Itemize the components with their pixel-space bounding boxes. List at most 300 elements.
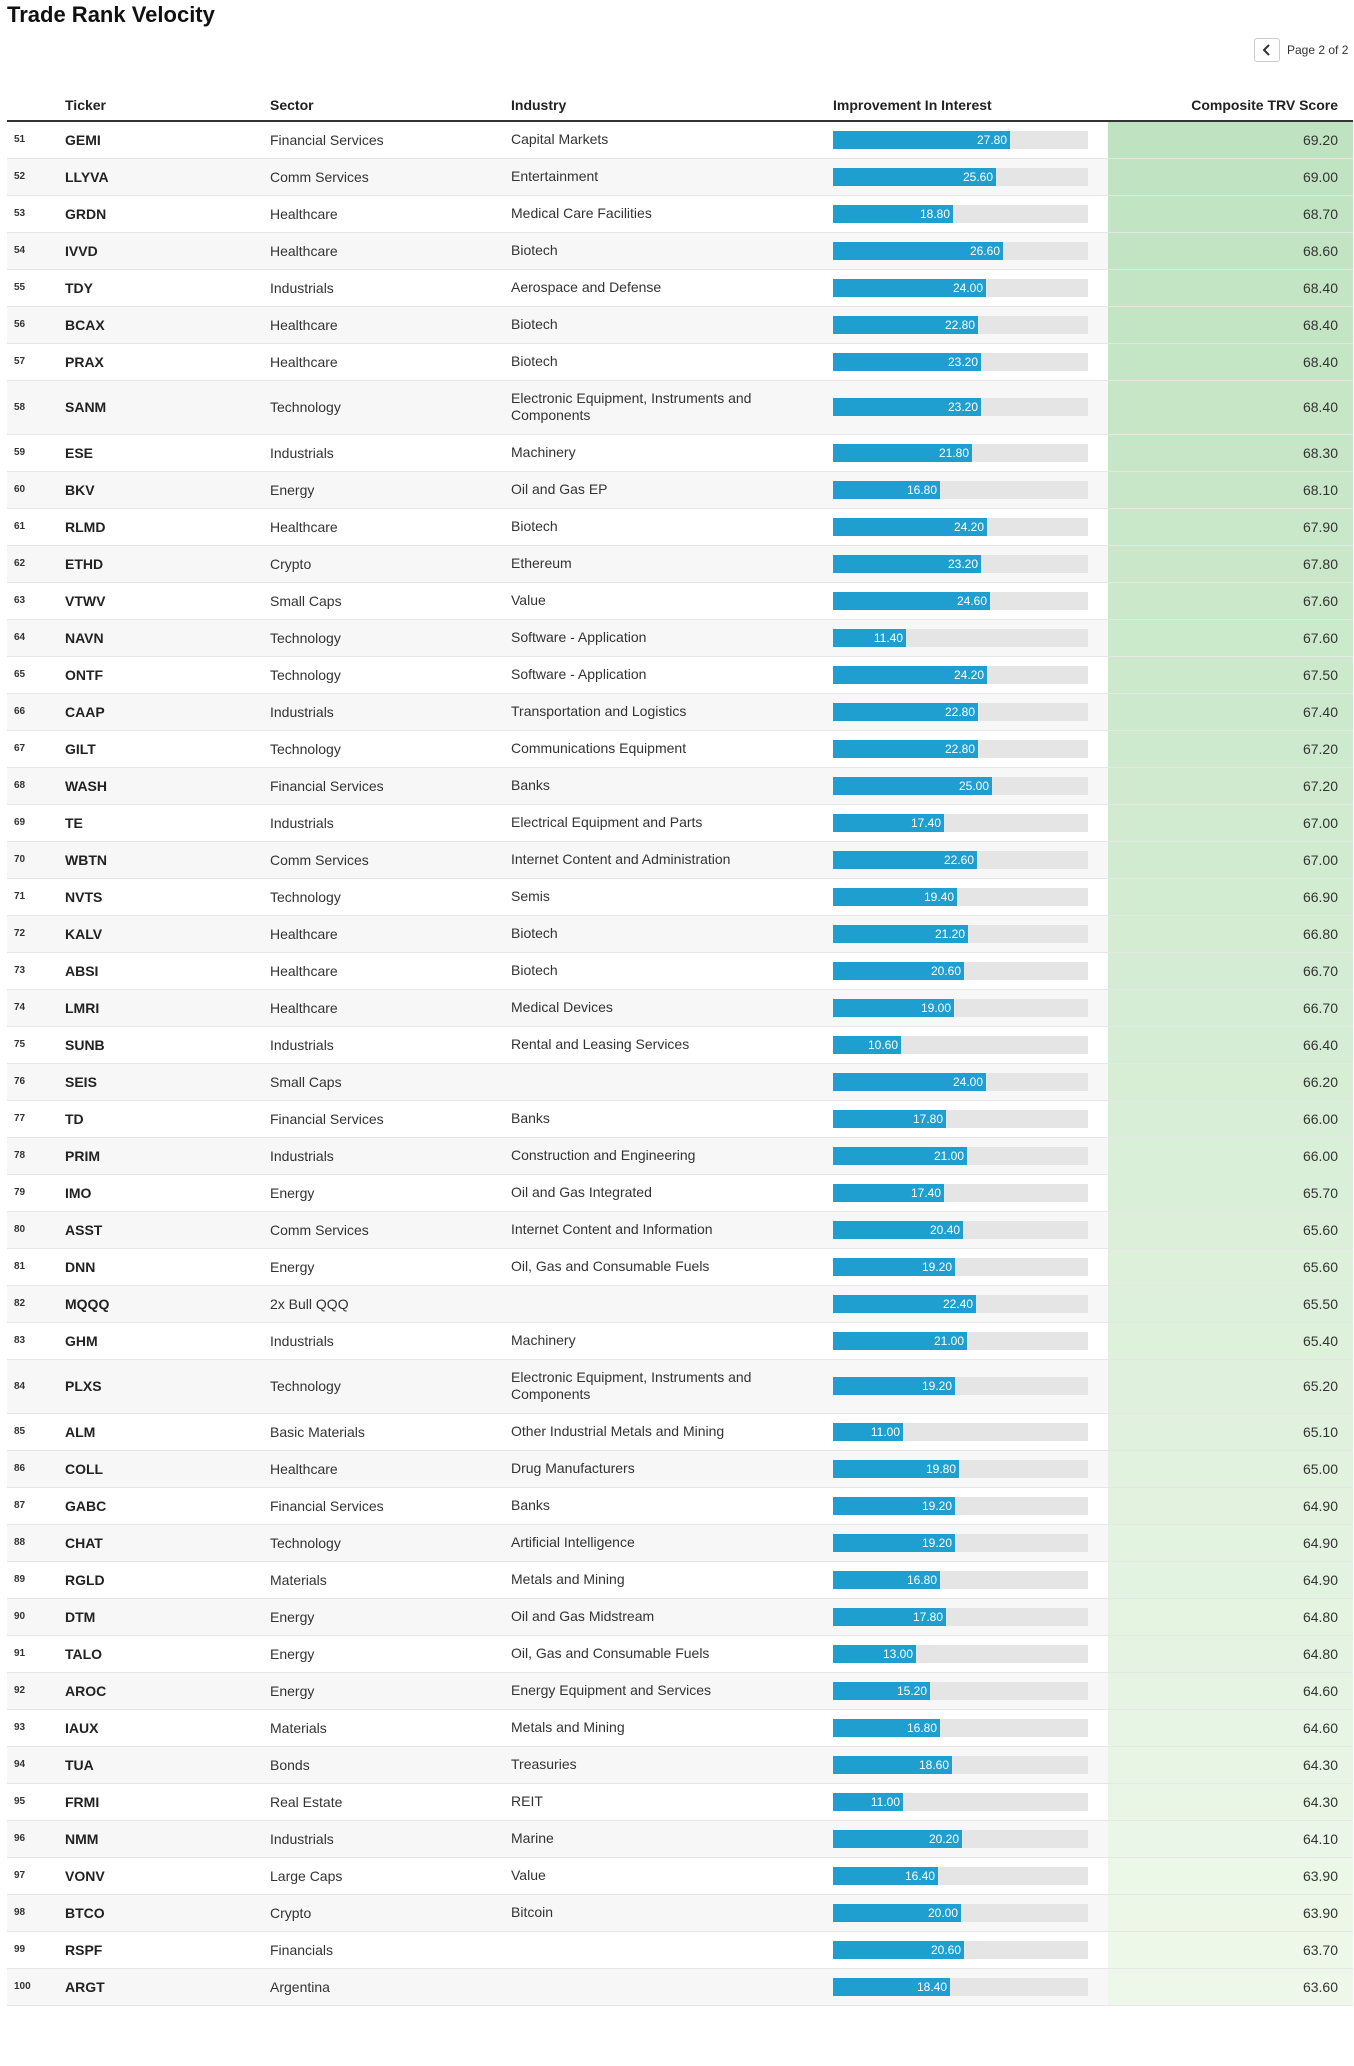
- score-cell: 65.50: [1108, 1285, 1353, 1322]
- table-row[interactable]: [7, 1322, 1353, 1359]
- sector-cell: Healthcare: [270, 989, 511, 1026]
- improvement-cell: [833, 1857, 1108, 1894]
- sector-cell: Financials: [270, 1931, 511, 1968]
- table-row[interactable]: [7, 1100, 1353, 1137]
- table-row[interactable]: [7, 508, 1353, 545]
- table-row[interactable]: [7, 693, 1353, 730]
- improvement-bar-track: [833, 481, 1088, 499]
- rank-cell: 68: [7, 767, 65, 804]
- improvement-bar: 17.80: [833, 1110, 946, 1128]
- ticker-cell[interactable]: WBTN: [65, 841, 270, 878]
- ticker-cell[interactable]: ETHD: [65, 545, 270, 582]
- industry-cell: Other Industrial Metals and Mining: [511, 1413, 833, 1450]
- industry-cell: Biotech: [511, 232, 833, 269]
- ticker-cell[interactable]: IVVD: [65, 232, 270, 269]
- table-row[interactable]: [7, 730, 1353, 767]
- ticker-cell[interactable]: TD: [65, 1100, 270, 1137]
- ticker-cell[interactable]: NMM: [65, 1820, 270, 1857]
- improvement-bar-track: [833, 1497, 1088, 1515]
- ticker-cell[interactable]: VONV: [65, 1857, 270, 1894]
- score-cell: 66.20: [1108, 1063, 1353, 1100]
- score-cell: 65.60: [1108, 1211, 1353, 1248]
- ticker-cell[interactable]: ESE: [65, 434, 270, 471]
- table-header: [7, 90, 1353, 121]
- table-row[interactable]: [7, 306, 1353, 343]
- ticker-cell[interactable]: LLYVA: [65, 158, 270, 195]
- improvement-bar-track: [833, 999, 1088, 1017]
- industry-cell: Communications Equipment: [511, 730, 833, 767]
- sector-cell: Industrials: [270, 434, 511, 471]
- ticker-cell[interactable]: GEMI: [65, 121, 270, 158]
- ticker-cell[interactable]: VTWV: [65, 582, 270, 619]
- ticker-cell[interactable]: BCAX: [65, 306, 270, 343]
- table-row[interactable]: [7, 1746, 1353, 1783]
- score-cell: 68.30: [1108, 434, 1353, 471]
- improvement-cell: [833, 1322, 1108, 1359]
- rank-cell: 65: [7, 656, 65, 693]
- column-header-ticker[interactable]: Ticker: [65, 90, 270, 121]
- ticker-cell[interactable]: IAUX: [65, 1709, 270, 1746]
- improvement-bar: 19.20: [833, 1377, 955, 1395]
- table-row[interactable]: [7, 952, 1353, 989]
- score-cell: 66.00: [1108, 1100, 1353, 1137]
- improvement-cell: [833, 1450, 1108, 1487]
- improvement-cell: [833, 1413, 1108, 1450]
- ticker-cell[interactable]: COLL: [65, 1450, 270, 1487]
- table-row[interactable]: [7, 158, 1353, 195]
- ticker-cell[interactable]: PRIM: [65, 1137, 270, 1174]
- rank-cell: 51: [7, 121, 65, 158]
- sector-cell: Financial Services: [270, 1100, 511, 1137]
- sector-cell: Financial Services: [270, 121, 511, 158]
- improvement-cell: [833, 1524, 1108, 1561]
- table-row[interactable]: [7, 582, 1353, 619]
- ticker-cell[interactable]: TDY: [65, 269, 270, 306]
- sector-cell: Energy: [270, 1174, 511, 1211]
- table-row[interactable]: [7, 1968, 1353, 2005]
- score-cell: 63.70: [1108, 1931, 1353, 1968]
- industry-cell: Aerospace and Defense: [511, 269, 833, 306]
- industry-cell: [511, 1968, 833, 2005]
- industry-cell: Drug Manufacturers: [511, 1450, 833, 1487]
- ticker-cell[interactable]: NAVN: [65, 619, 270, 656]
- rank-cell: 94: [7, 1746, 65, 1783]
- table-row[interactable]: [7, 232, 1353, 269]
- column-header-sector[interactable]: Sector: [270, 90, 511, 121]
- score-cell: 64.10: [1108, 1820, 1353, 1857]
- ticker-cell[interactable]: BTCO: [65, 1894, 270, 1931]
- improvement-bar: 19.20: [833, 1497, 955, 1515]
- improvement-cell: [833, 306, 1108, 343]
- ticker-cell[interactable]: AROC: [65, 1672, 270, 1709]
- ticker-cell[interactable]: BKV: [65, 471, 270, 508]
- industry-cell: Metals and Mining: [511, 1709, 833, 1746]
- ticker-cell[interactable]: MQQQ: [65, 1285, 270, 1322]
- improvement-cell: [833, 582, 1108, 619]
- rank-cell: 96: [7, 1820, 65, 1857]
- sector-cell: Technology: [270, 1524, 511, 1561]
- ticker-cell[interactable]: KALV: [65, 915, 270, 952]
- rank-cell: 81: [7, 1248, 65, 1285]
- improvement-bar-track: [833, 1941, 1088, 1959]
- improvement-cell: [833, 269, 1108, 306]
- industry-cell: Artificial Intelligence: [511, 1524, 833, 1561]
- industry-cell: Transportation and Logistics: [511, 693, 833, 730]
- improvement-bar-track: [833, 1110, 1088, 1128]
- rank-cell: 66: [7, 693, 65, 730]
- industry-cell: Biotech: [511, 952, 833, 989]
- improvement-bar-track: [833, 1608, 1088, 1626]
- table-row[interactable]: [7, 269, 1353, 306]
- improvement-cell: [833, 804, 1108, 841]
- rank-cell: 95: [7, 1783, 65, 1820]
- table-row[interactable]: [7, 989, 1353, 1026]
- table-row[interactable]: [7, 1413, 1353, 1450]
- improvement-cell: [833, 1968, 1108, 2005]
- score-cell: 67.00: [1108, 841, 1353, 878]
- column-header-industry[interactable]: Industry: [511, 90, 833, 121]
- sector-cell: Comm Services: [270, 1211, 511, 1248]
- sector-cell: Technology: [270, 380, 511, 434]
- industry-cell: Ethereum: [511, 545, 833, 582]
- table-row[interactable]: [7, 656, 1353, 693]
- industry-cell: Banks: [511, 1100, 833, 1137]
- improvement-cell: [833, 1783, 1108, 1820]
- rank-cell: 58: [7, 380, 65, 434]
- ticker-cell[interactable]: RGLD: [65, 1561, 270, 1598]
- improvement-bar: 16.80: [833, 481, 940, 499]
- sector-cell: Materials: [270, 1561, 511, 1598]
- industry-cell: Oil and Gas Integrated: [511, 1174, 833, 1211]
- table-row[interactable]: [7, 1285, 1353, 1322]
- table-row[interactable]: [7, 1524, 1353, 1561]
- table-row[interactable]: [7, 878, 1353, 915]
- chevron-left-icon: [1262, 44, 1272, 56]
- ticker-cell[interactable]: TUA: [65, 1746, 270, 1783]
- table-row[interactable]: [7, 1248, 1353, 1285]
- improvement-cell: [833, 1598, 1108, 1635]
- column-header-improvement[interactable]: Improvement In Interest: [833, 90, 1108, 121]
- improvement-cell: [833, 434, 1108, 471]
- industry-cell: [511, 1931, 833, 1968]
- industry-cell: Oil, Gas and Consumable Fuels: [511, 1635, 833, 1672]
- improvement-bar: 19.40: [833, 888, 957, 906]
- rank-cell: 54: [7, 232, 65, 269]
- sector-cell: Comm Services: [270, 841, 511, 878]
- table-row[interactable]: [7, 1063, 1353, 1100]
- improvement-bar: 25.00: [833, 777, 992, 795]
- improvement-cell: [833, 878, 1108, 915]
- rank-cell: 78: [7, 1137, 65, 1174]
- improvement-bar: 19.20: [833, 1534, 955, 1552]
- ticker-cell[interactable]: RSPF: [65, 1931, 270, 1968]
- table-row[interactable]: [7, 841, 1353, 878]
- improvement-bar: 22.40: [833, 1295, 976, 1313]
- industry-cell: [511, 1285, 833, 1322]
- sector-cell: Healthcare: [270, 1450, 511, 1487]
- sector-cell: Crypto: [270, 545, 511, 582]
- improvement-cell: [833, 1026, 1108, 1063]
- table-row[interactable]: [7, 1709, 1353, 1746]
- improvement-bar: 18.60: [833, 1756, 952, 1774]
- improvement-bar: 19.00: [833, 999, 954, 1017]
- sector-cell: Technology: [270, 1359, 511, 1413]
- ticker-cell[interactable]: ONTF: [65, 656, 270, 693]
- improvement-bar-track: [833, 555, 1088, 573]
- industry-cell: Machinery: [511, 434, 833, 471]
- ticker-cell[interactable]: PRAX: [65, 343, 270, 380]
- improvement-bar: 18.40: [833, 1978, 950, 1996]
- improvement-cell: [833, 1359, 1108, 1413]
- rank-cell: 52: [7, 158, 65, 195]
- table-row[interactable]: [7, 380, 1353, 434]
- ticker-cell[interactable]: DTM: [65, 1598, 270, 1635]
- improvement-cell: [833, 1931, 1108, 1968]
- industry-cell: Value: [511, 582, 833, 619]
- ticker-cell[interactable]: ABSI: [65, 952, 270, 989]
- sector-cell: Financial Services: [270, 767, 511, 804]
- score-cell: 67.20: [1108, 730, 1353, 767]
- score-cell: 68.40: [1108, 343, 1353, 380]
- ticker-cell[interactable]: SUNB: [65, 1026, 270, 1063]
- pagination: [1254, 37, 1352, 62]
- sector-cell: Comm Services: [270, 158, 511, 195]
- improvement-bar-track: [833, 168, 1088, 186]
- ticker-cell[interactable]: ALM: [65, 1413, 270, 1450]
- ticker-cell[interactable]: CHAT: [65, 1524, 270, 1561]
- previous-page-button[interactable]: [1254, 38, 1280, 62]
- rank-cell: 67: [7, 730, 65, 767]
- table-row[interactable]: [7, 767, 1353, 804]
- table-row[interactable]: [7, 1359, 1353, 1413]
- improvement-bar: 21.80: [833, 444, 972, 462]
- rank-cell: 85: [7, 1413, 65, 1450]
- improvement-bar-track: [833, 279, 1088, 297]
- ticker-cell[interactable]: WASH: [65, 767, 270, 804]
- improvement-bar: 24.60: [833, 592, 990, 610]
- ticker-cell[interactable]: RLMD: [65, 508, 270, 545]
- score-cell: 67.90: [1108, 508, 1353, 545]
- score-cell: 64.30: [1108, 1783, 1353, 1820]
- rank-cell: 72: [7, 915, 65, 952]
- ticker-cell[interactable]: ASST: [65, 1211, 270, 1248]
- sector-cell: Industrials: [270, 1137, 511, 1174]
- score-cell: 65.60: [1108, 1248, 1353, 1285]
- table-row[interactable]: [7, 1561, 1353, 1598]
- improvement-cell: [833, 1100, 1108, 1137]
- ticker-cell[interactable]: TE: [65, 804, 270, 841]
- ticker-cell[interactable]: NVTS: [65, 878, 270, 915]
- improvement-bar-track: [833, 925, 1088, 943]
- improvement-bar: 20.40: [833, 1221, 963, 1239]
- sector-cell: Industrials: [270, 1026, 511, 1063]
- sector-cell: Real Estate: [270, 1783, 511, 1820]
- table-row[interactable]: [7, 1450, 1353, 1487]
- improvement-cell: [833, 1137, 1108, 1174]
- table-row[interactable]: [7, 471, 1353, 508]
- improvement-bar-track: [833, 1534, 1088, 1552]
- improvement-bar-track: [833, 1073, 1088, 1091]
- improvement-bar-track: [833, 777, 1088, 795]
- sector-cell: Healthcare: [270, 232, 511, 269]
- rank-cell: 75: [7, 1026, 65, 1063]
- industry-cell: Oil and Gas Midstream: [511, 1598, 833, 1635]
- improvement-bar: 23.20: [833, 353, 981, 371]
- rank-cell: 57: [7, 343, 65, 380]
- rank-cell: 97: [7, 1857, 65, 1894]
- rank-cell: 56: [7, 306, 65, 343]
- improvement-bar: 24.20: [833, 666, 987, 684]
- table-row[interactable]: [7, 1857, 1353, 1894]
- improvement-bar-track: [833, 1978, 1088, 1996]
- improvement-cell: [833, 471, 1108, 508]
- improvement-bar: 19.20: [833, 1258, 955, 1276]
- score-cell: 69.20: [1108, 121, 1353, 158]
- ticker-cell[interactable]: GHM: [65, 1322, 270, 1359]
- score-cell: 68.40: [1108, 269, 1353, 306]
- industry-cell: Metals and Mining: [511, 1561, 833, 1598]
- table-row[interactable]: [7, 804, 1353, 841]
- table-row[interactable]: [7, 1783, 1353, 1820]
- improvement-bar-track: [833, 1184, 1088, 1202]
- ticker-cell[interactable]: ARGT: [65, 1968, 270, 2005]
- score-cell: 66.90: [1108, 878, 1353, 915]
- score-cell: 66.00: [1108, 1137, 1353, 1174]
- table-row[interactable]: [7, 121, 1353, 158]
- improvement-bar-track: [833, 1793, 1088, 1811]
- improvement-bar-track: [833, 851, 1088, 869]
- ticker-cell[interactable]: SEIS: [65, 1063, 270, 1100]
- improvement-bar-track: [833, 1423, 1088, 1441]
- improvement-bar: 20.60: [833, 1941, 964, 1959]
- improvement-bar: 24.00: [833, 279, 986, 297]
- improvement-bar: 11.40: [833, 629, 906, 647]
- score-cell: 64.80: [1108, 1598, 1353, 1635]
- table-row[interactable]: [7, 915, 1353, 952]
- industry-cell: Oil, Gas and Consumable Fuels: [511, 1248, 833, 1285]
- rank-cell: 71: [7, 878, 65, 915]
- ticker-cell[interactable]: IMO: [65, 1174, 270, 1211]
- ticker-cell[interactable]: GILT: [65, 730, 270, 767]
- score-cell: 65.00: [1108, 1450, 1353, 1487]
- table-row[interactable]: [7, 1635, 1353, 1672]
- improvement-bar-track: [833, 592, 1088, 610]
- table-row[interactable]: [7, 343, 1353, 380]
- improvement-cell: [833, 1063, 1108, 1100]
- sector-cell: Healthcare: [270, 306, 511, 343]
- improvement-cell: [833, 1285, 1108, 1322]
- sector-cell: Industrials: [270, 804, 511, 841]
- improvement-bar: 23.20: [833, 398, 981, 416]
- industry-cell: Banks: [511, 1487, 833, 1524]
- sector-cell: Healthcare: [270, 915, 511, 952]
- table-row[interactable]: [7, 1894, 1353, 1931]
- improvement-bar-track: [833, 1571, 1088, 1589]
- ticker-cell[interactable]: SANM: [65, 380, 270, 434]
- table-row[interactable]: [7, 434, 1353, 471]
- improvement-bar-track: [833, 962, 1088, 980]
- table-row[interactable]: [7, 1598, 1353, 1635]
- table-row[interactable]: [7, 195, 1353, 232]
- improvement-cell: [833, 343, 1108, 380]
- ticker-cell[interactable]: GRDN: [65, 195, 270, 232]
- sector-cell: Technology: [270, 878, 511, 915]
- improvement-bar-track: [833, 1645, 1088, 1663]
- rank-cell: 53: [7, 195, 65, 232]
- table-row[interactable]: [7, 1211, 1353, 1248]
- improvement-bar: 16.80: [833, 1719, 940, 1737]
- rank-cell: 61: [7, 508, 65, 545]
- improvement-bar: 21.00: [833, 1332, 967, 1350]
- rank-cell: 70: [7, 841, 65, 878]
- ticker-cell[interactable]: FRMI: [65, 1783, 270, 1820]
- improvement-bar-track: [833, 1036, 1088, 1054]
- improvement-bar: 23.20: [833, 555, 981, 573]
- improvement-bar-track: [833, 518, 1088, 536]
- improvement-bar-track: [833, 1221, 1088, 1239]
- sector-cell: Small Caps: [270, 582, 511, 619]
- table-row[interactable]: [7, 1487, 1353, 1524]
- ticker-cell[interactable]: LMRI: [65, 989, 270, 1026]
- table-row[interactable]: [7, 545, 1353, 582]
- table-row[interactable]: [7, 1026, 1353, 1063]
- improvement-bar: 11.00: [833, 1423, 903, 1441]
- sector-cell: Healthcare: [270, 952, 511, 989]
- table-row[interactable]: [7, 1931, 1353, 1968]
- ticker-cell[interactable]: TALO: [65, 1635, 270, 1672]
- table-row[interactable]: [7, 1174, 1353, 1211]
- score-cell: 68.70: [1108, 195, 1353, 232]
- ticker-cell[interactable]: CAAP: [65, 693, 270, 730]
- improvement-bar: 18.80: [833, 205, 953, 223]
- improvement-bar: 15.20: [833, 1682, 930, 1700]
- sector-cell: Large Caps: [270, 1857, 511, 1894]
- improvement-bar-track: [833, 814, 1088, 832]
- improvement-bar-track: [833, 1332, 1088, 1350]
- score-cell: 67.60: [1108, 582, 1353, 619]
- score-cell: 64.60: [1108, 1709, 1353, 1746]
- improvement-cell: [833, 952, 1108, 989]
- table-row[interactable]: [7, 1672, 1353, 1709]
- improvement-bar-track: [833, 1682, 1088, 1700]
- column-header-score[interactable]: Composite TRV Score: [1108, 90, 1353, 121]
- rank-cell: 76: [7, 1063, 65, 1100]
- improvement-bar: 17.80: [833, 1608, 946, 1626]
- improvement-bar-track: [833, 242, 1088, 260]
- table-row[interactable]: [7, 1137, 1353, 1174]
- industry-cell: Medical Devices: [511, 989, 833, 1026]
- sector-cell: Industrials: [270, 1322, 511, 1359]
- score-cell: 66.70: [1108, 952, 1353, 989]
- industry-cell: Value: [511, 1857, 833, 1894]
- sector-cell: Technology: [270, 656, 511, 693]
- improvement-cell: [833, 1672, 1108, 1709]
- improvement-bar: 22.80: [833, 740, 978, 758]
- industry-cell: Internet Content and Administration: [511, 841, 833, 878]
- ticker-cell[interactable]: PLXS: [65, 1359, 270, 1413]
- improvement-cell: [833, 1487, 1108, 1524]
- industry-cell: Entertainment: [511, 158, 833, 195]
- ticker-cell[interactable]: DNN: [65, 1248, 270, 1285]
- score-cell: 68.40: [1108, 380, 1353, 434]
- improvement-bar: 20.20: [833, 1830, 962, 1848]
- rank-cell: 79: [7, 1174, 65, 1211]
- improvement-bar: 10.60: [833, 1036, 901, 1054]
- table-row[interactable]: [7, 619, 1353, 656]
- table-row[interactable]: [7, 1820, 1353, 1857]
- industry-cell: Marine: [511, 1820, 833, 1857]
- ticker-cell[interactable]: GABC: [65, 1487, 270, 1524]
